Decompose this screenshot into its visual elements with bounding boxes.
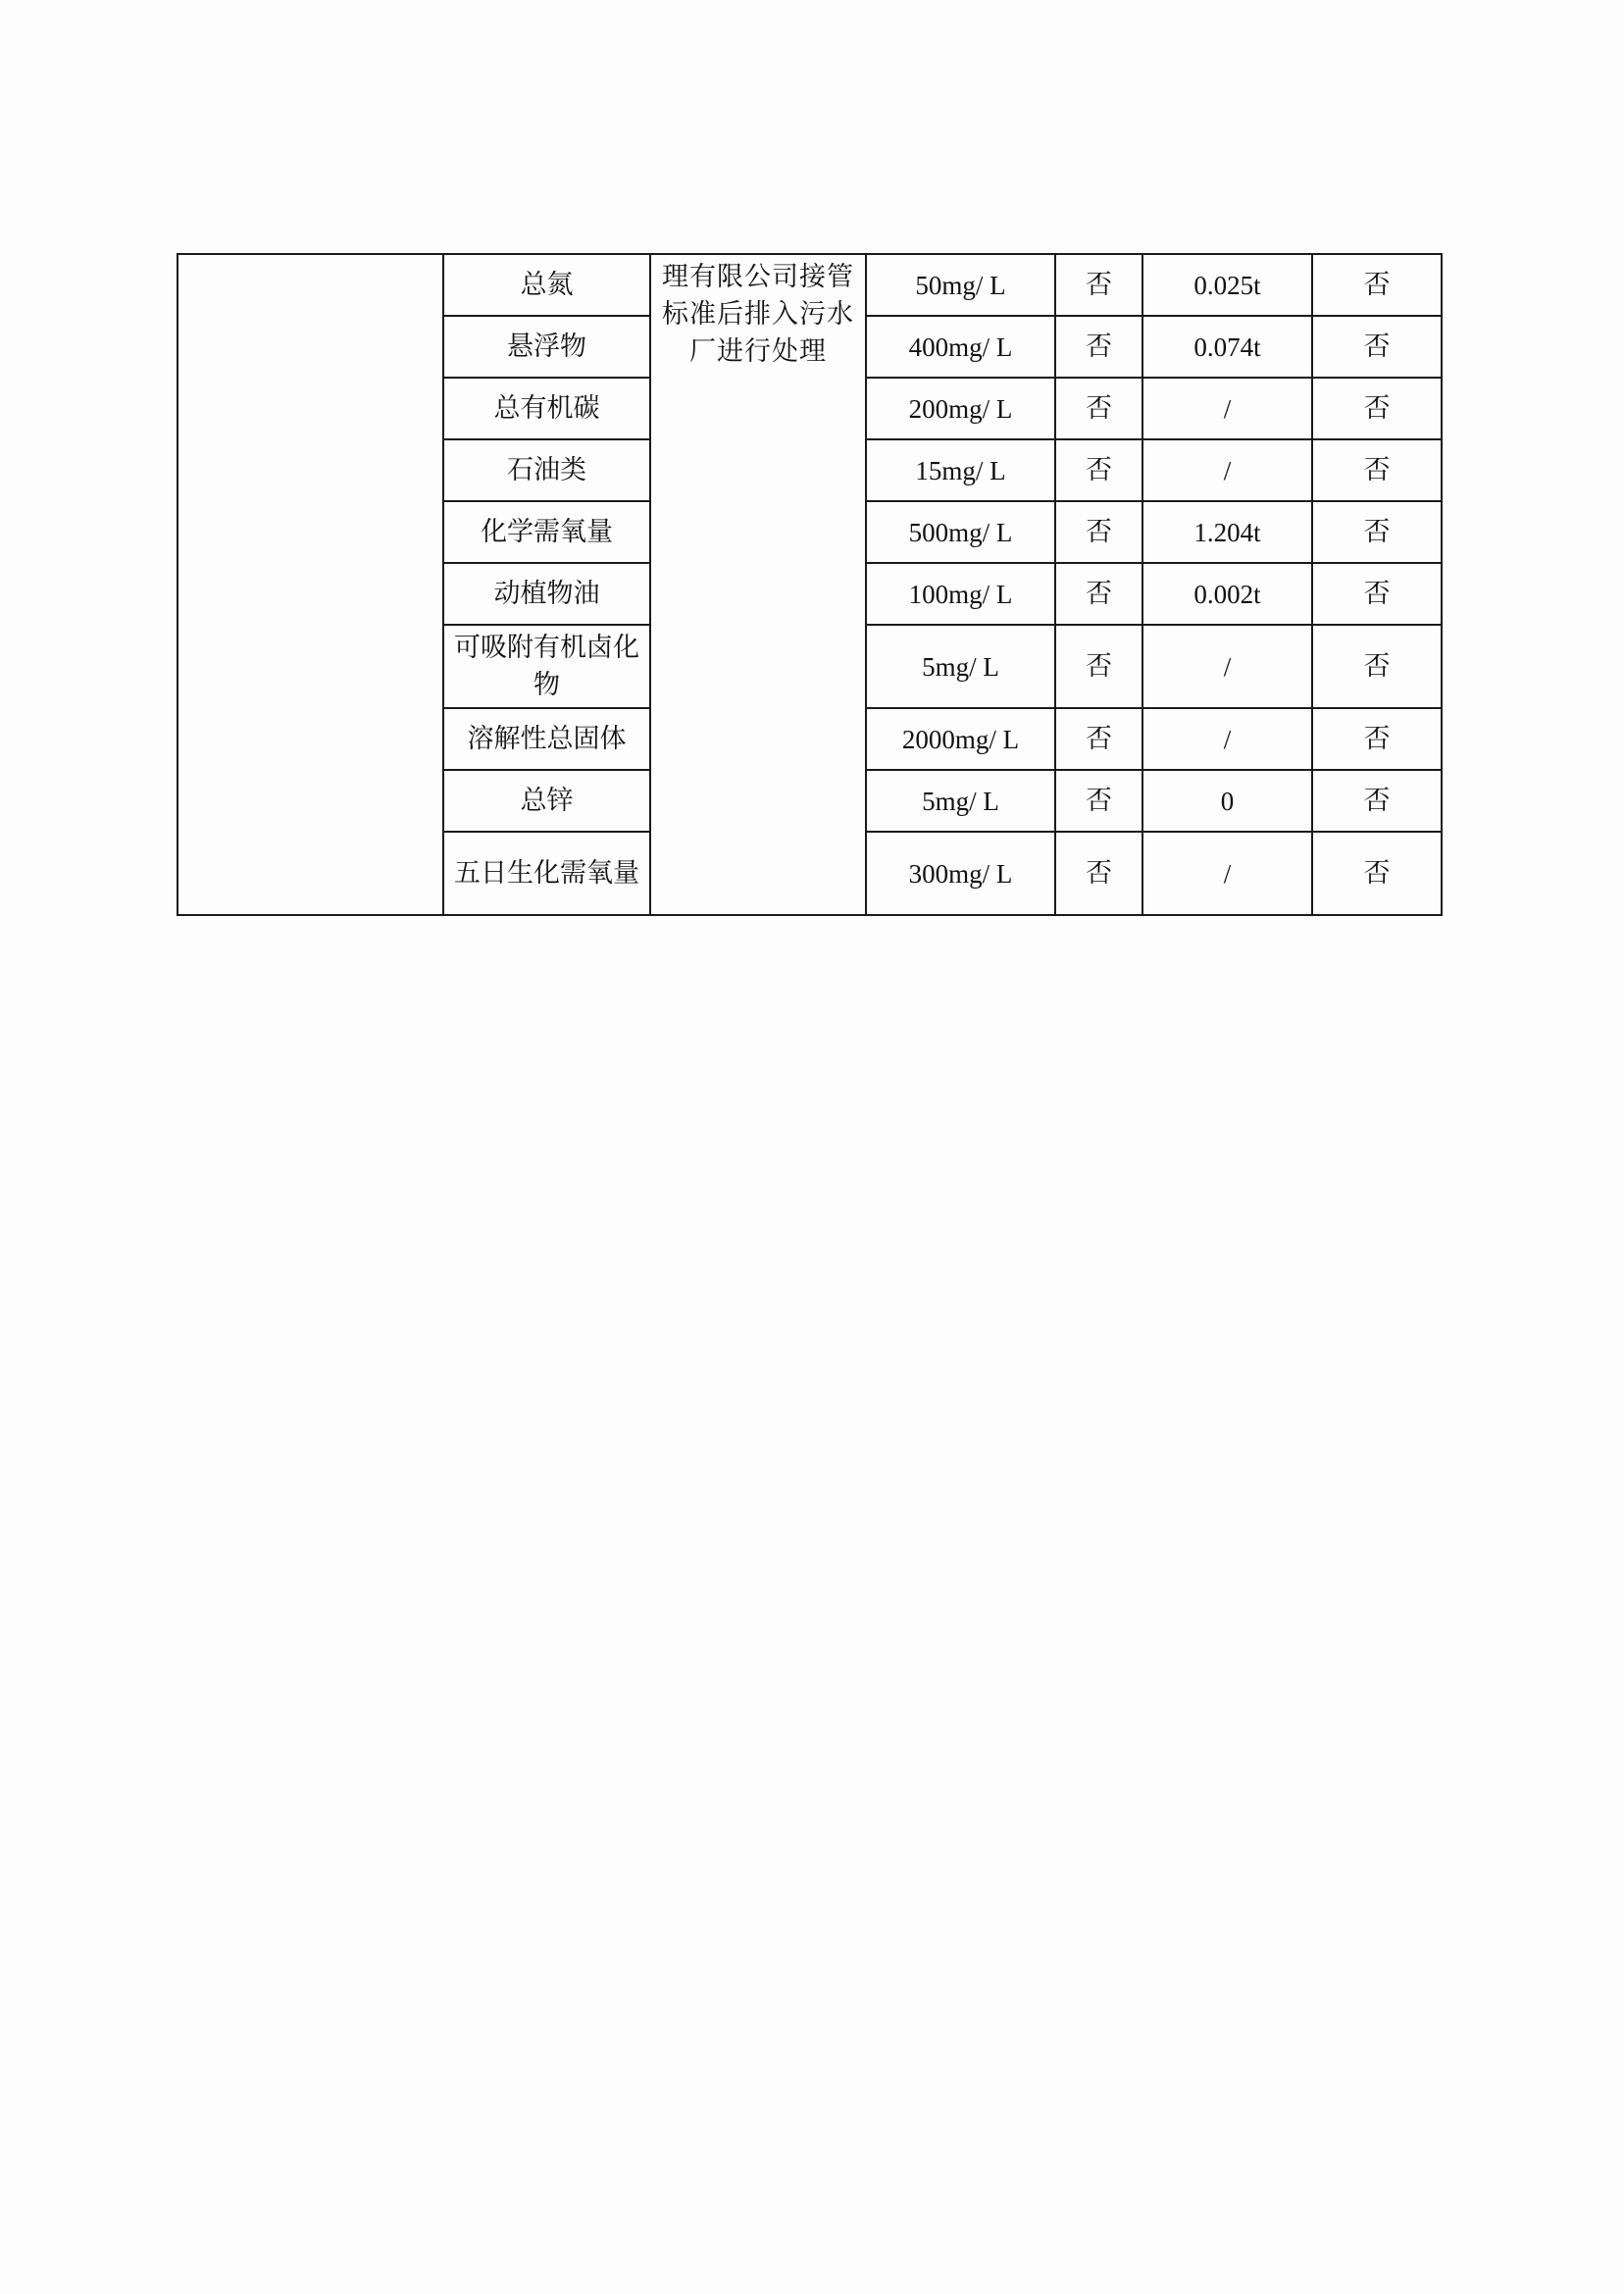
standard-cell: 100mg/ L [866,563,1055,625]
exceed-cell: 否 [1055,378,1142,439]
exceed-cell: 否 [1055,501,1142,563]
exceed-cell: 否 [1055,254,1142,316]
other-cell: 否 [1312,501,1442,563]
pollutant-cell: 五日生化需氧量 [443,832,650,915]
standard-cell: 300mg/ L [866,832,1055,915]
other-cell: 否 [1312,832,1442,915]
amount-cell: / [1142,378,1312,439]
pollutant-cell: 总有机碳 [443,378,650,439]
exceed-cell: 否 [1055,625,1142,708]
pollutant-cell: 化学需氧量 [443,501,650,563]
pollutant-cell: 石油类 [443,439,650,501]
standard-cell: 50mg/ L [866,254,1055,316]
standard-cell: 500mg/ L [866,501,1055,563]
pollutant-cell: 溶解性总固体 [443,708,650,770]
exceed-cell: 否 [1055,316,1142,378]
exceed-cell: 否 [1055,563,1142,625]
other-cell: 否 [1312,708,1442,770]
table-row [178,254,1442,316]
other-cell: 否 [1312,254,1442,316]
standard-cell: 400mg/ L [866,316,1055,378]
amount-cell: 0 [1142,770,1312,832]
exceed-cell: 否 [1055,832,1142,915]
standard-cell: 2000mg/ L [866,708,1055,770]
amount-cell: / [1142,439,1312,501]
amount-cell: 0.002t [1142,563,1312,625]
other-cell: 否 [1312,316,1442,378]
pollutant-cell: 可吸附有机卤化物 [443,625,650,708]
other-cell: 否 [1312,770,1442,832]
amount-cell: 1.204t [1142,501,1312,563]
pollutant-cell: 动植物油 [443,563,650,625]
treatment-method-cell: 理有限公司接管标准后排入污水厂进行处理 [650,254,866,915]
other-cell: 否 [1312,378,1442,439]
pollutant-discharge-table [177,253,1443,916]
amount-cell: / [1142,625,1312,708]
amount-cell: 0.074t [1142,316,1312,378]
standard-cell: 15mg/ L [866,439,1055,501]
other-cell: 否 [1312,625,1442,708]
pollutant-cell: 总锌 [443,770,650,832]
other-cell: 否 [1312,439,1442,501]
standard-cell: 5mg/ L [866,770,1055,832]
blank-merged-cell [178,254,443,915]
exceed-cell: 否 [1055,770,1142,832]
amount-cell: / [1142,832,1312,915]
pollutant-cell: 总氮 [443,254,650,316]
other-cell: 否 [1312,563,1442,625]
exceed-cell: 否 [1055,439,1142,501]
exceed-cell: 否 [1055,708,1142,770]
amount-cell: 0.025t [1142,254,1312,316]
amount-cell: / [1142,708,1312,770]
pollutant-cell: 悬浮物 [443,316,650,378]
standard-cell: 200mg/ L [866,378,1055,439]
standard-cell: 5mg/ L [866,625,1055,708]
